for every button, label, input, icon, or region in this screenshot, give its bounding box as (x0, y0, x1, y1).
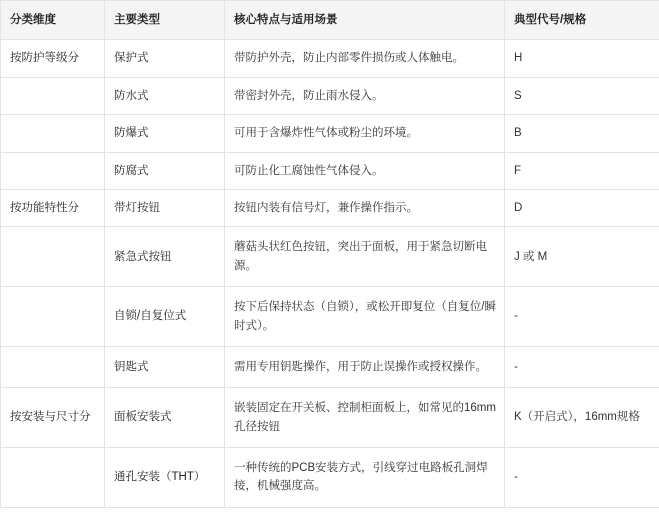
cell-type: 保护式 (105, 40, 225, 77)
cell-description: 按下后保持状态（自锁），或松开即复位（自复位/瞬时式）。 (225, 287, 505, 347)
cell-description: 嵌装固定在开关板、控制柜面板上，如常见的16mm孔径按钮 (225, 388, 505, 448)
cell-dimension (1, 77, 105, 114)
table-header-row (1, 1, 659, 40)
column-header-code: 典型代号/规格 (505, 1, 659, 40)
cell-type: 防腐式 (105, 152, 225, 189)
table-row (1, 40, 659, 77)
column-header-description: 核心特点与适用场景 (225, 1, 505, 40)
table-row (1, 77, 659, 114)
cell-dimension (1, 227, 105, 287)
cell-description: 可防止化工腐蚀性气体侵入。 (225, 152, 505, 189)
table-row (1, 346, 659, 387)
cell-dimension (1, 448, 105, 508)
cell-dimension (1, 287, 105, 347)
cell-code: F (505, 152, 659, 189)
cell-type: 防水式 (105, 77, 225, 114)
cell-code: K（开启式），16mm规格 (505, 388, 659, 448)
cell-code: - (505, 346, 659, 387)
cell-type: 带灯按钮 (105, 189, 225, 226)
cell-type: 面板安装式 (105, 388, 225, 448)
table-row (1, 152, 659, 189)
cell-dimension (1, 152, 105, 189)
table-row (1, 227, 659, 287)
cell-description: 可用于含爆炸性气体或粉尘的环境。 (225, 115, 505, 152)
cell-code: - (505, 287, 659, 347)
cell-dimension: 按安装与尺寸分 (1, 388, 105, 448)
table-row (1, 189, 659, 226)
table-row (1, 115, 659, 152)
cell-code: - (505, 448, 659, 508)
cell-dimension: 按防护等级分 (1, 40, 105, 77)
table-row (1, 448, 659, 508)
cell-type: 防爆式 (105, 115, 225, 152)
cell-code: B (505, 115, 659, 152)
cell-type: 通孔安装（THT） (105, 448, 225, 508)
cell-dimension (1, 346, 105, 387)
cell-dimension (1, 115, 105, 152)
cell-description: 蘑菇头状红色按钮，突出于面板，用于紧急切断电源。 (225, 227, 505, 287)
column-header-type: 主要类型 (105, 1, 225, 40)
cell-description: 一种传统的PCB安装方式，引线穿过电路板孔洞焊接，机械强度高。 (225, 448, 505, 508)
cell-description: 按钮内装有信号灯，兼作操作指示。 (225, 189, 505, 226)
cell-type: 钥匙式 (105, 346, 225, 387)
cell-description: 带防护外壳，防止内部零件损伤或人体触电。 (225, 40, 505, 77)
table-row (1, 388, 659, 448)
cell-description: 带密封外壳，防止雨水侵入。 (225, 77, 505, 114)
cell-code: S (505, 77, 659, 114)
table-row (1, 287, 659, 347)
cell-code: D (505, 189, 659, 226)
cell-code: J 或 M (505, 227, 659, 287)
cell-type: 自锁/自复位式 (105, 287, 225, 347)
cell-type: 紧急式按钮 (105, 227, 225, 287)
cell-dimension: 按功能特性分 (1, 189, 105, 226)
cell-description: 需用专用钥匙操作，用于防止误操作或授权操作。 (225, 346, 505, 387)
cell-code: H (505, 40, 659, 77)
column-header-dimension: 分类维度 (1, 1, 105, 40)
